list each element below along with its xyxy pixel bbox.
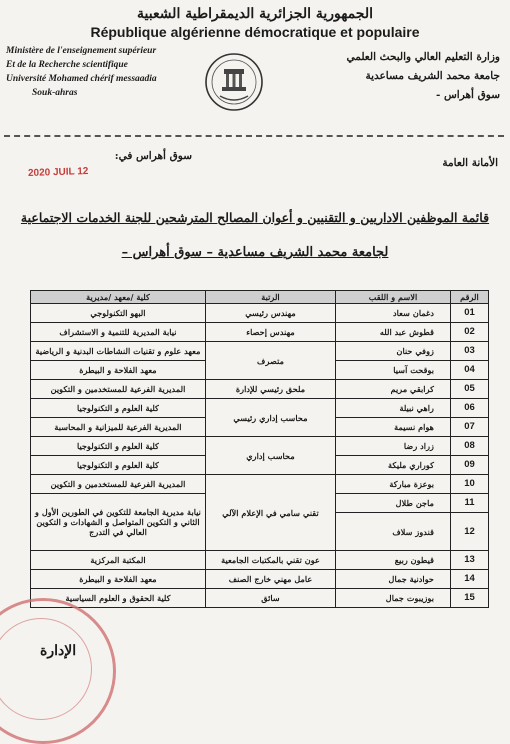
row-num: 15 [451,589,489,608]
row-unit: معهد الفلاحة و البيطرة [31,570,206,589]
row-name: بوعزة مباركة [336,475,451,494]
table-row [31,475,489,494]
table-header-row [31,291,489,304]
row-num: 13 [451,551,489,570]
university-logo-icon [204,52,264,112]
header-name: الاسم و اللقب [336,291,451,304]
row-unit: كلية العلوم و التكنولوجيا [31,399,206,418]
row-num: 02 [451,323,489,342]
city-date-label: سوق أهراس في: [114,150,192,162]
row-name: دغمان سعاد [336,304,451,323]
row-grade: مهندس رئيسي [206,304,336,323]
table-row [31,304,489,323]
row-name: هوام نسيمة [336,418,451,437]
row-unit: المكتبة المركزية [31,551,206,570]
table-row [31,551,489,570]
row-unit: كلية الحقوق و العلوم السياسية [31,589,206,608]
row-unit: كلية العلوم و التكنولوجيا [31,437,206,456]
row-grade: ملحق رئيسي للإدارة [206,380,336,399]
row-num: 05 [451,380,489,399]
row-name: كوراري مليكة [336,456,451,475]
row-unit: نيابة المديرية للتنمية و الاستشراف [31,323,206,342]
row-name: زراد رضا [336,437,451,456]
table-row [31,570,489,589]
row-num: 12 [451,513,489,551]
row-unit: المديرية الفرعية للمستخدمين و التكوين [31,380,206,399]
row-grade: محاسب إداري رئيسي [206,399,336,437]
republic-title-fr: République algérienne démocratique et populaire [90,24,420,40]
table-row [31,380,489,399]
row-grade: عامل مهني خارج الصنف [206,570,336,589]
row-num: 01 [451,304,489,323]
row-num: 07 [451,418,489,437]
row-unit: كلية العلوم و التكنولوجيا [31,456,206,475]
ministry-block-fr [6,44,176,100]
ministry-line-ar: جامعة محمد الشريف مساعدية [365,70,500,82]
row-unit: البهو التكنولوجي [31,304,206,323]
ministry-line-fr: Souk-ahras [32,88,78,98]
row-grade: تقني سامي في الإعلام الآلي [206,475,336,551]
row-num: 11 [451,494,489,513]
table-row [31,342,489,361]
row-name: بوزيبوت جمال [336,589,451,608]
ministry-block-ar [320,48,500,105]
republic-title-ar: الجمهورية الجزائرية الديمقراطية الشعبية [136,6,373,22]
secretariat-label: الأمانة العامة [442,157,498,169]
row-unit: المديرية الفرعية للميزانية و المحاسبة [31,418,206,437]
header-grade: الرتبة [206,291,336,304]
row-unit: معهد الفلاحة و البيطرة [31,361,206,380]
row-unit: المديرية الفرعية للمستخدمين و التكوين [31,475,206,494]
table-row [31,323,489,342]
row-grade: محاسب إداري [206,437,336,475]
row-name: ماجن طلال [336,494,451,513]
ministry-line-fr: Ministère de l'enseignement supérieur [6,46,157,56]
row-name: حوادنية جمال [336,570,451,589]
row-num: 10 [451,475,489,494]
document-subtitle: لجامعة محمد الشريف مساعدية – سوق أهراس – [121,245,389,260]
row-name: كرابقي مريم [336,380,451,399]
row-grade: عون تقني بالمكتبات الجامعية [206,551,336,570]
row-name: قطوش عبد الله [336,323,451,342]
ministry-line-ar: سوق أهراس - [435,89,500,101]
header-num: الرقم [451,291,489,304]
table-row [31,399,489,418]
header-divider [4,135,504,137]
row-grade: سائق [206,589,336,608]
row-num: 06 [451,399,489,418]
ministry-line-fr: Et de la Recherche scientifique [6,60,128,70]
row-num: 14 [451,570,489,589]
document-title: قائمة الموظفين الاداريين و التقنيين و أعوان المصالح المترشحين للجنة الخدمات الاجتماعية [20,210,490,225]
row-num: 08 [451,437,489,456]
header-unit: كلية /معهد /مديرية [31,291,206,304]
row-grade: متصرف [206,342,336,380]
row-unit: معهد علوم و تقنيات النشاطات البدنية و الرياضية [31,342,206,361]
row-num: 04 [451,361,489,380]
row-grade: مهندس إحصاء [206,323,336,342]
row-name: زوفي حنان [336,342,451,361]
ministry-line-fr: Université Mohamed chérif messaadia [6,74,157,84]
row-num: 03 [451,342,489,361]
ministry-line-ar: وزارة التعليم العالي والبحث العلمي [346,51,500,63]
row-name: راهي نبيلة [336,399,451,418]
row-num: 09 [451,456,489,475]
row-unit: نيابة مديرية الجامعة للتكوين في الطورين الأول و الثاني و التكوين المتواصل و الشهادات و التكوين العالي في التدرج [31,494,206,551]
administration-label: الإدارة [40,643,77,659]
table-row [31,437,489,456]
table-row [31,589,489,608]
row-name: قندوز سلاف [336,513,451,551]
candidates-table [30,290,489,608]
row-name: قيطون ربيع [336,551,451,570]
row-name: بوقحت آسيا [336,361,451,380]
date-stamp: 2020 JUIL 12 [27,165,89,180]
